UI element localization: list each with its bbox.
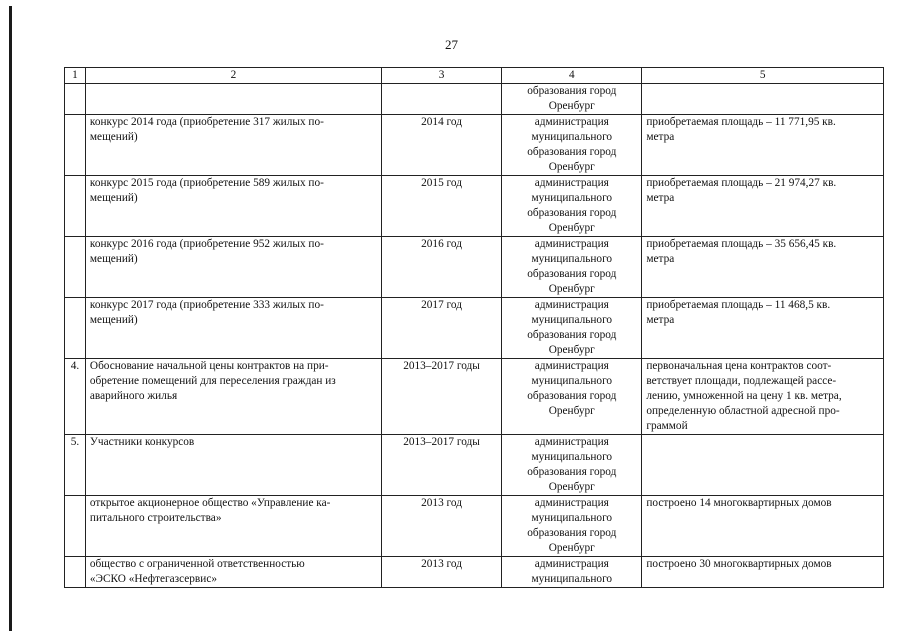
executor-cell-line: администрация [534,238,609,250]
row-number [65,115,86,176]
period-cell: 2015 год [381,176,501,237]
period-cell: 2013–2017 годы [381,359,501,435]
item-cell [85,176,381,237]
result-cell [642,298,884,359]
result-cell [642,115,884,176]
item-cell-line: мещений) [89,192,138,204]
table-row [65,298,884,359]
measures-table [64,67,884,588]
item-cell [85,496,381,557]
executor-cell [502,298,642,359]
item-cell-line: питального строительства» [89,512,222,524]
binding-margin-line [9,6,12,631]
table-row [65,359,884,435]
column-number-row [65,68,884,84]
result-cell-line: ветствует площади, подлежащей рассе- [646,375,837,387]
result-cell [642,84,884,115]
item-cell-line: конкурс 2014 года (приобретение 317 жилых по- [89,116,324,128]
executor-cell-line: Оренбург [548,100,595,112]
executor-cell-line: администрация [534,360,609,372]
item-cell-line: мещений) [89,314,138,326]
period-cell: 2014 год [381,115,501,176]
item-cell-line: конкурс 2015 года (приобретение 589 жилых по- [89,177,324,189]
executor-cell-line: Оренбург [548,222,595,234]
table-row [65,115,884,176]
executor-cell-line: Оренбург [548,161,595,173]
item-cell-line: Обоснование начальной цены контрактов на при- [89,360,329,372]
item-cell [85,115,381,176]
column-header: 3 [381,68,501,84]
result-cell-line: лению, умноженной на цену 1 кв. метра, [646,390,842,402]
executor-cell [502,359,642,435]
item-cell [85,557,381,588]
result-cell [642,496,884,557]
result-cell-line: первоначальная цена контрактов соот- [646,360,832,372]
item-cell [85,359,381,435]
table-row [65,237,884,298]
item-cell [85,237,381,298]
executor-cell-line: администрация [534,436,609,448]
period-cell: 2013–2017 годы [381,435,501,496]
row-number: 5. [65,435,86,496]
column-header: 4 [502,68,642,84]
row-number [65,176,86,237]
row-number [65,237,86,298]
table-row [65,557,884,588]
result-cell [642,237,884,298]
item-cell-line: аварийного жилья [89,390,178,402]
executor-cell-line: образования город [527,268,617,280]
item-cell-line: мещений) [89,253,138,265]
executor-cell-line: администрация [534,177,609,189]
executor-cell-line: администрация [534,116,609,128]
result-cell [642,435,884,496]
item-cell-line: общество с ограниченной ответственностью [89,558,305,570]
column-header: 1 [65,68,86,84]
result-cell-line: построено 14 многоквартирных домов [646,497,832,509]
row-number [65,557,86,588]
item-cell-line: мещений) [89,131,138,143]
period-cell [381,84,501,115]
page-number: 27 [445,37,458,52]
executor-cell-line: муниципального [531,131,613,143]
result-cell-line: метра [646,131,675,143]
item-cell-line: Участники конкурсов [89,436,195,448]
result-cell-line: метра [646,253,675,265]
executor-cell-line: муниципального [531,451,613,463]
executor-cell [502,176,642,237]
executor-cell-line: образования город [527,466,617,478]
executor-cell-line: администрация [534,299,609,311]
result-cell-line: определенную областной адресной про- [646,405,840,417]
table-row [65,84,884,115]
result-cell [642,176,884,237]
row-number [65,84,86,115]
executor-cell-line: муниципального [531,253,613,265]
executor-cell-line: муниципального [531,573,613,585]
table-body [65,84,884,588]
result-cell-line: метра [646,192,675,204]
item-cell-line: обретение помещений для переселения граждан из [89,375,336,387]
item-cell [85,84,381,115]
executor-cell-line: образования город [527,146,617,158]
row-number: 4. [65,359,86,435]
executor-cell-line: муниципального [531,192,613,204]
item-cell-line: «ЭСКО «Нефтегазсервис» [89,573,217,585]
item-cell [85,298,381,359]
item-cell-line: конкурс 2017 года (приобретение 333 жилых по- [89,299,324,311]
period-cell: 2013 год [381,496,501,557]
column-header: 5 [642,68,884,84]
executor-cell-line: муниципального [531,314,613,326]
result-cell-line: приобретаемая площадь – 35 656,45 кв. [646,238,837,250]
executor-cell-line: администрация [534,497,609,509]
result-cell-line: приобретаемая площадь – 11 771,95 кв. [646,116,836,128]
table-row [65,176,884,237]
executor-cell [502,115,642,176]
row-number [65,298,86,359]
result-cell-line: метра [646,314,675,326]
item-cell [85,435,381,496]
executor-cell [502,84,642,115]
executor-cell-line: образования город [527,329,617,341]
table-row [65,435,884,496]
item-cell-line: конкурс 2016 года (приобретение 952 жилых по- [89,238,324,250]
executor-cell-line: Оренбург [548,405,595,417]
executor-cell-line: образования город [527,207,617,219]
period-cell: 2016 год [381,237,501,298]
result-cell-line: построено 30 многоквартирных домов [646,558,832,570]
result-cell-line: приобретаемая площадь – 21 974,27 кв. [646,177,837,189]
executor-cell-line: образования город [527,527,617,539]
result-cell-line: граммой [646,420,688,432]
period-cell: 2013 год [381,557,501,588]
executor-cell-line: администрация [534,558,609,570]
result-cell [642,359,884,435]
row-number [65,496,86,557]
column-header: 2 [85,68,381,84]
result-cell [642,557,884,588]
executor-cell [502,237,642,298]
period-cell: 2017 год [381,298,501,359]
table-row [65,496,884,557]
executor-cell [502,435,642,496]
executor-cell-line: Оренбург [548,481,595,493]
executor-cell [502,557,642,588]
executor-cell-line: образования город [527,85,617,97]
executor-cell-line: муниципального [531,512,613,524]
executor-cell-line: Оренбург [548,542,595,554]
executor-cell-line: образования город [527,390,617,402]
item-cell-line: открытое акционерное общество «Управление ка- [89,497,331,509]
result-cell-line: приобретаемая площадь – 11 468,5 кв. [646,299,831,311]
executor-cell-line: муниципального [531,375,613,387]
executor-cell-line: Оренбург [548,283,595,295]
executor-cell [502,496,642,557]
executor-cell-line: Оренбург [548,344,595,356]
